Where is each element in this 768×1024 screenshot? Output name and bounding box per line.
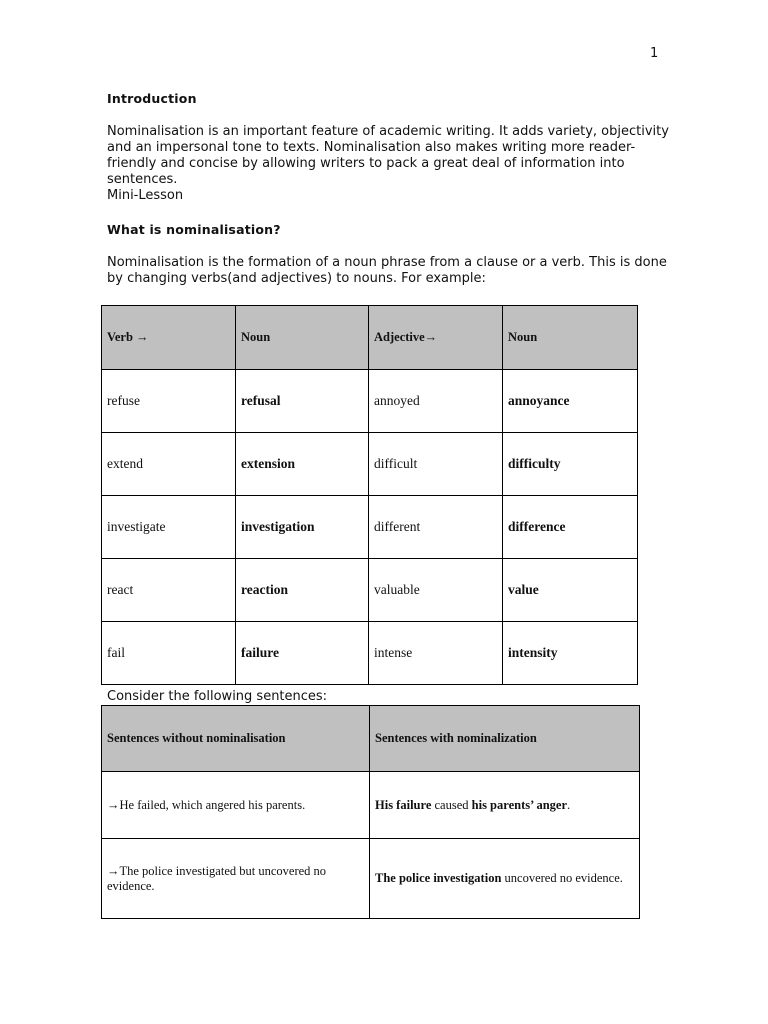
text-line: by changing verbs(and adjectives) to nouns. For example:: [107, 271, 486, 286]
text-line: sentences.: [107, 172, 178, 187]
table-row: [102, 839, 640, 919]
text-line: Nominalisation is an important feature of academic writing. It adds variety, objectivity: [107, 124, 669, 139]
verb-cell: investigate: [102, 496, 236, 559]
header-cell: Adjective→: [369, 306, 503, 370]
definition-paragraph: [107, 255, 667, 287]
page-number: 1: [650, 46, 659, 61]
table-row: [102, 559, 638, 622]
table-row: [102, 622, 638, 685]
header-cell: Verb →: [102, 306, 236, 370]
adjective-cell: annoyed: [369, 370, 503, 433]
header-cell: Noun: [236, 306, 369, 370]
plain-phrase: .: [567, 797, 571, 812]
noun-cell: value: [503, 559, 638, 622]
adjective-cell: intense: [369, 622, 503, 685]
introduction-paragraph: [107, 124, 667, 204]
noun-cell: difference: [503, 496, 638, 559]
text-line: Mini-Lesson: [107, 188, 184, 203]
noun-cell: difficulty: [503, 433, 638, 496]
text-line: friendly and concise by allowing writers to pack a great deal of information into: [107, 156, 625, 171]
sentence-without-cell: →The police investigated but uncovered no evidence.: [102, 839, 370, 919]
verb-cell: extend: [102, 433, 236, 496]
adjective-cell: difficult: [369, 433, 503, 496]
noun-cell: refusal: [236, 370, 369, 433]
consider-sentences-text: Consider the following sentences:: [107, 689, 328, 704]
introduction-heading: Introduction: [107, 91, 197, 106]
noun-cell: investigation: [236, 496, 369, 559]
plain-phrase: caused: [431, 797, 472, 812]
noun-cell: reaction: [236, 559, 369, 622]
table-row: [102, 370, 638, 433]
sentence-without-cell: →He failed, which angered his parents.: [102, 772, 370, 839]
sentence-with-cell: [370, 839, 640, 919]
text-line: Nominalisation is the formation of a noun phrase from a clause or a verb. This is done: [107, 255, 667, 270]
what-is-nominalisation-heading: What is nominalisation?: [107, 222, 281, 237]
table-header-row: [102, 306, 638, 370]
plain-phrase: uncovered no evidence.: [501, 871, 623, 885]
verb-adjective-noun-table: [101, 305, 638, 685]
table-header-row: [102, 706, 640, 772]
noun-cell: failure: [236, 622, 369, 685]
noun-cell: intensity: [503, 622, 638, 685]
verb-cell: fail: [102, 622, 236, 685]
noun-cell: annoyance: [503, 370, 638, 433]
sentences-comparison-table: [101, 705, 640, 919]
verb-cell: react: [102, 559, 236, 622]
header-cell: Noun: [503, 306, 638, 370]
adjective-cell: valuable: [369, 559, 503, 622]
noun-cell: extension: [236, 433, 369, 496]
bold-phrase: his parents’ anger: [471, 797, 568, 812]
table-row: [102, 772, 640, 839]
table-row: [102, 433, 638, 496]
bold-phrase: His failure: [375, 797, 432, 812]
header-cell: Sentences without nominalisation: [102, 706, 370, 772]
header-cell: Sentences with nominalization: [370, 706, 640, 772]
text-line: and an impersonal tone to texts. Nominalisation also makes writing more reader-: [107, 140, 636, 155]
verb-cell: refuse: [102, 370, 236, 433]
adjective-cell: different: [369, 496, 503, 559]
bold-phrase: The police investigation: [375, 871, 502, 885]
table-row: [102, 496, 638, 559]
sentence-with-cell: [370, 772, 640, 839]
